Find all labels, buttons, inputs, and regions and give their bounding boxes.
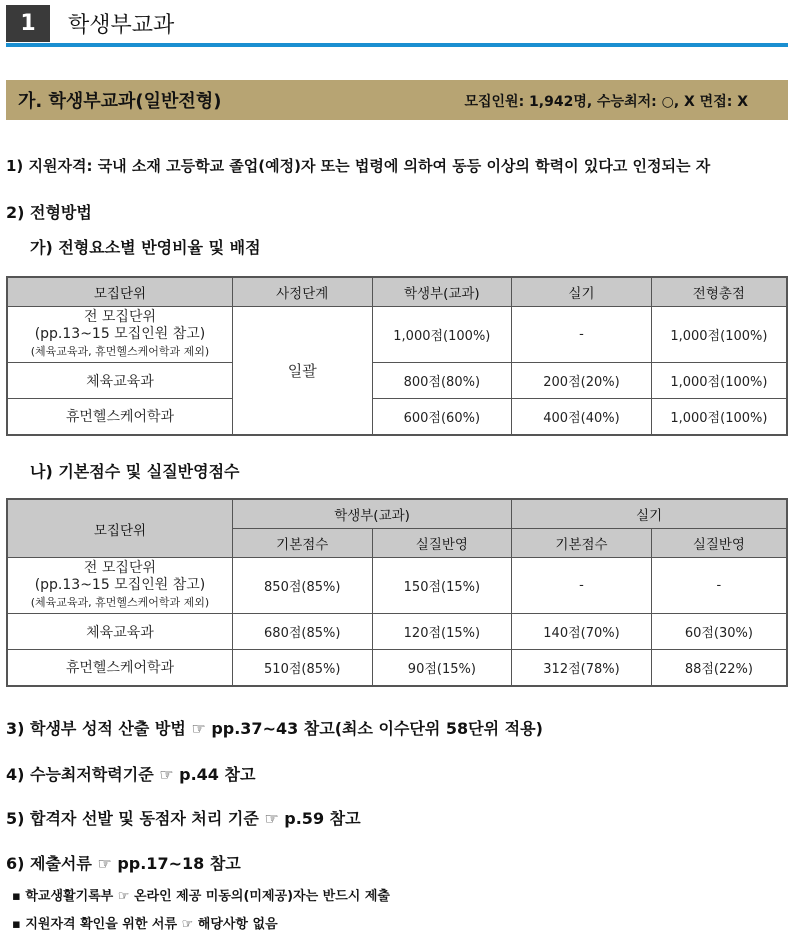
table-header: 기본점수: [232, 529, 372, 558]
method-b-heading: 나) 기본점수 및 실질반영점수: [30, 462, 240, 481]
table-row: [7, 363, 787, 399]
table-header: 모집단위: [7, 277, 232, 307]
table-header: 학생부(교과): [232, 499, 511, 529]
table-header-row: [7, 277, 787, 307]
value-cell: 120점(15%): [372, 614, 512, 650]
table-header: 학생부(교과): [372, 277, 512, 307]
practical-cell: -: [512, 307, 652, 363]
table-row: [7, 614, 787, 650]
value-cell: -: [512, 558, 652, 614]
section-title: 학생부교과: [68, 13, 175, 38]
method-heading: 2) 전형방법: [6, 203, 92, 222]
record-cell: 600점(60%): [372, 399, 512, 435]
value-cell: 88점(22%): [651, 650, 787, 686]
total-cell: 1,000점(100%): [651, 307, 787, 363]
practical-cell: 400점(40%): [512, 399, 652, 435]
value-cell: -: [651, 558, 787, 614]
total-cell: 1,000점(100%): [651, 363, 787, 399]
section-header: [6, 5, 788, 47]
table-row: [7, 307, 787, 363]
header-rule: [6, 43, 788, 47]
unit-cell: 전 모집단위 (pp.13~15 모집인원 참고) (체육교육과, 휴먼헬스케어학과 제외): [7, 307, 232, 363]
ratio-table: [6, 276, 788, 436]
value-cell: 312점(78%): [512, 650, 652, 686]
table-header: 전형총점: [651, 277, 787, 307]
doc-bullet: ▪ 지원자격 확인을 위한 서류 ☞ 해당사항 없음: [12, 917, 278, 932]
practical-cell: 200점(20%): [512, 363, 652, 399]
record-cell: 800점(80%): [372, 363, 512, 399]
subsection-banner: [6, 80, 788, 120]
doc-bullet: ▪ 학교생활기록부 ☞ 온라인 제공 미동의(미제공)자는 반드시 제출: [12, 889, 390, 904]
subsection-info: 모집인원: 1,942명, 수능최저: ○, X 면접: X: [464, 94, 748, 110]
section-number: 1: [6, 5, 50, 42]
eligibility-text: 1) 지원자격: 국내 소재 고등학교 졸업(예정)자 또는 법령에 의하여 동등 이상의 학력이 있다고 인정되는 자: [6, 157, 711, 175]
grade-calc-text: 3) 학생부 성적 산출 방법 ☞ pp.37~43 참고(최소 이수단위 58단위 적용): [6, 719, 543, 738]
value-cell: 680점(85%): [232, 614, 372, 650]
total-cell: 1,000점(100%): [651, 399, 787, 435]
value-cell: 60점(30%): [651, 614, 787, 650]
unit-cell: 휴먼헬스케어학과: [7, 399, 232, 435]
value-cell: 850점(85%): [232, 558, 372, 614]
table-row: [7, 650, 787, 686]
method-a-heading: 가) 전형요소별 반영비율 및 배점: [30, 238, 261, 257]
unit-cell: 전 모집단위 (pp.13~15 모집인원 참고) (체육교육과, 휴먼헬스케어학과 제외): [7, 558, 232, 614]
subsection-title: 가. 학생부교과(일반전형): [18, 91, 222, 112]
csat-min-text: 4) 수능최저학력기준 ☞ p.44 참고: [6, 765, 256, 784]
table-row: [7, 558, 787, 614]
score-table: [6, 498, 788, 687]
value-cell: 150점(15%): [372, 558, 512, 614]
table-header: 실기: [512, 277, 652, 307]
documents-heading: 6) 제출서류 ☞ pp.17~18 참고: [6, 854, 241, 873]
table-header: 실질반영: [372, 529, 512, 558]
value-cell: 510점(85%): [232, 650, 372, 686]
table-header: 기본점수: [512, 529, 652, 558]
record-cell: 1,000점(100%): [372, 307, 512, 363]
value-cell: 90점(15%): [372, 650, 512, 686]
table-header: 실기: [512, 499, 787, 529]
selection-text: 5) 합격자 선발 및 동점자 처리 기준 ☞ p.59 참고: [6, 809, 361, 828]
value-cell: 140점(70%): [512, 614, 652, 650]
stage-cell: 일괄: [232, 307, 372, 435]
unit-cell: 휴먼헬스케어학과: [7, 650, 232, 686]
table-header-row: [7, 499, 787, 529]
table-header: 실질반영: [651, 529, 787, 558]
unit-cell: 체육교육과: [7, 363, 232, 399]
table-row: [7, 399, 787, 435]
unit-cell: 체육교육과: [7, 614, 232, 650]
table-header: 모집단위: [7, 499, 232, 558]
table-header: 사정단계: [232, 277, 372, 307]
